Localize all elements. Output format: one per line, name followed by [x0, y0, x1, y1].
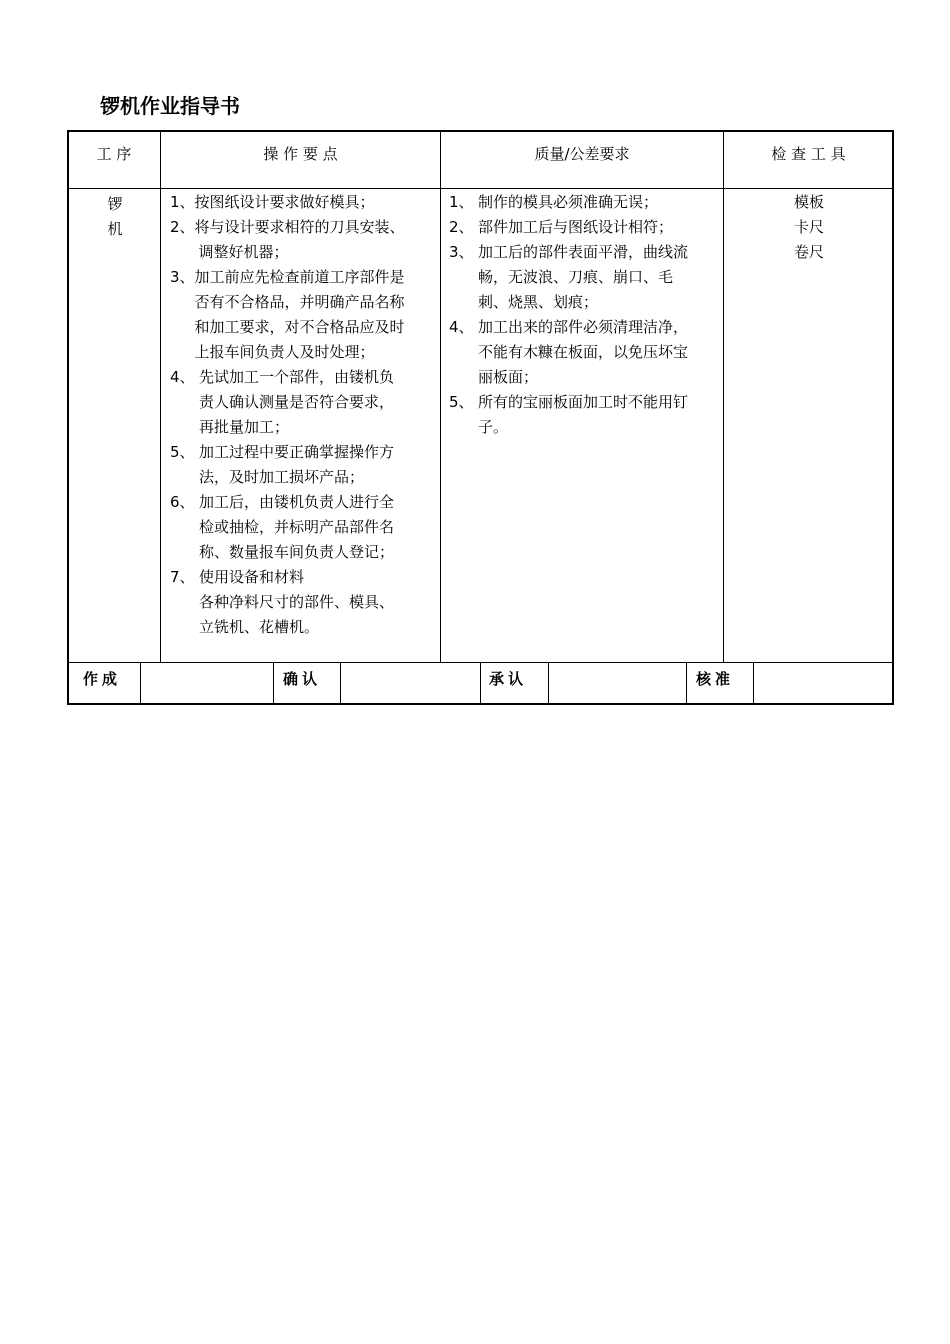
list-item [449, 390, 721, 440]
sig-label-made: 作成 [83, 670, 122, 688]
list-item [170, 190, 438, 215]
item-text [478, 190, 721, 215]
item-number: 2、 [170, 218, 195, 236]
item-line: 丽板面； [478, 368, 539, 386]
header-operation: 操 作 要 点 [263, 145, 338, 163]
item-line: 刺、烧黑、划痕； [478, 293, 599, 311]
item-text [195, 190, 438, 215]
header-process: 工 序 [96, 145, 132, 163]
list-item [170, 565, 438, 640]
item-number: 5、 [449, 393, 474, 411]
process-char: 锣 [107, 195, 123, 213]
list-item [170, 365, 438, 440]
list-item [170, 265, 438, 365]
process-char: 机 [107, 220, 123, 238]
list-item [449, 315, 721, 390]
quality-requirements [449, 190, 721, 440]
item-line: 否有不合格品，并明确产品名称 [194, 293, 405, 311]
col-divider-2 [440, 131, 441, 663]
sig-divider-4 [480, 663, 481, 704]
item-text [199, 565, 438, 640]
item-line: 畅，无波浪、刀痕、崩口、毛 [478, 268, 674, 286]
item-number: 1、 [449, 193, 474, 211]
item-line: 将与设计要求相符的刀具安装、 [194, 218, 405, 236]
item-text [199, 440, 438, 490]
item-line: 不能有木糠在板面，以免压坏宝 [478, 343, 689, 361]
tool-item: 卡尺 [793, 218, 824, 236]
item-text [199, 490, 438, 565]
item-text [478, 215, 721, 240]
item-line: 制作的模具必须准确无误； [478, 193, 659, 211]
header-divider [68, 188, 893, 189]
item-line: 加工出来的部件必须清理洁净， [478, 318, 689, 336]
item-text [478, 390, 721, 440]
list-item [170, 215, 438, 265]
item-line: 检或抽检，并标明产品部件名 [199, 518, 395, 536]
sig-divider-1 [140, 663, 141, 704]
sig-label-acknowledge: 承认 [489, 670, 528, 688]
item-line: 使用设备和材料 [199, 568, 305, 586]
item-line: 子。 [478, 418, 509, 436]
sig-divider-2 [273, 663, 274, 704]
item-line: 称、数量报车间负责人登记； [199, 543, 395, 561]
inspection-tools [760, 190, 858, 265]
item-text [478, 240, 721, 315]
item-line: 责人确认测量是否符合要求， [199, 393, 395, 411]
item-line: 加工后的部件表面平滑，曲线流 [478, 243, 689, 261]
item-line: 上报车间负责人及时处理； [194, 343, 375, 361]
item-line: 立铣机、花槽机。 [199, 618, 320, 636]
sig-divider-7 [753, 663, 754, 704]
sig-label-confirm: 确认 [283, 670, 322, 688]
item-line: 加工过程中要正确掌握操作方 [199, 443, 395, 461]
item-line: 加工后，由镂机负责人进行全 [199, 493, 395, 511]
sig-divider-6 [686, 663, 687, 704]
col-divider-3 [723, 131, 724, 663]
process-name [95, 192, 135, 242]
item-text [478, 315, 721, 390]
item-line: 调整好机器； [198, 243, 289, 261]
item-text [195, 215, 438, 265]
sig-label-approve: 核准 [696, 670, 735, 688]
list-item [170, 440, 438, 490]
sig-divider-5 [548, 663, 549, 704]
item-line: 先试加工一个部件，由镂机负 [199, 368, 395, 386]
item-number: 2、 [449, 218, 474, 236]
item-line: 加工前应先检查前道工序部件是 [194, 268, 405, 286]
header-tools: 检 查 工 具 [771, 145, 846, 163]
item-number: 4、 [449, 318, 474, 336]
sig-divider-3 [340, 663, 341, 704]
item-number: 3、 [170, 268, 195, 286]
item-line: 部件加工后与图纸设计相符； [478, 218, 674, 236]
item-number: 6、 [170, 493, 195, 511]
item-line: 按图纸设计要求做好模具； [194, 193, 375, 211]
item-number: 4、 [170, 368, 195, 386]
list-item [449, 215, 721, 240]
item-text [195, 265, 438, 365]
item-line: 各种净料尺寸的部件、模具、 [199, 593, 395, 611]
document-title: 锣机作业指导书 [100, 94, 240, 118]
list-item [449, 240, 721, 315]
operation-points [170, 190, 438, 640]
item-line: 所有的宝丽板面加工时不能用钉 [478, 393, 689, 411]
header-quality: 质量/公差要求 [534, 145, 630, 163]
item-number: 1、 [170, 193, 195, 211]
item-line: 和加工要求，对不合格品应及时 [194, 318, 405, 336]
item-number: 5、 [170, 443, 195, 461]
item-text [199, 365, 438, 440]
tool-item: 卷尺 [793, 243, 824, 261]
col-divider-1 [160, 131, 161, 663]
item-number: 3、 [449, 243, 474, 261]
item-line: 法，及时加工损坏产品； [199, 468, 365, 486]
item-line: 再批量加工； [199, 418, 290, 436]
list-item [170, 490, 438, 565]
list-item [449, 190, 721, 215]
tool-item: 模板 [793, 193, 824, 211]
item-number: 7、 [170, 568, 195, 586]
